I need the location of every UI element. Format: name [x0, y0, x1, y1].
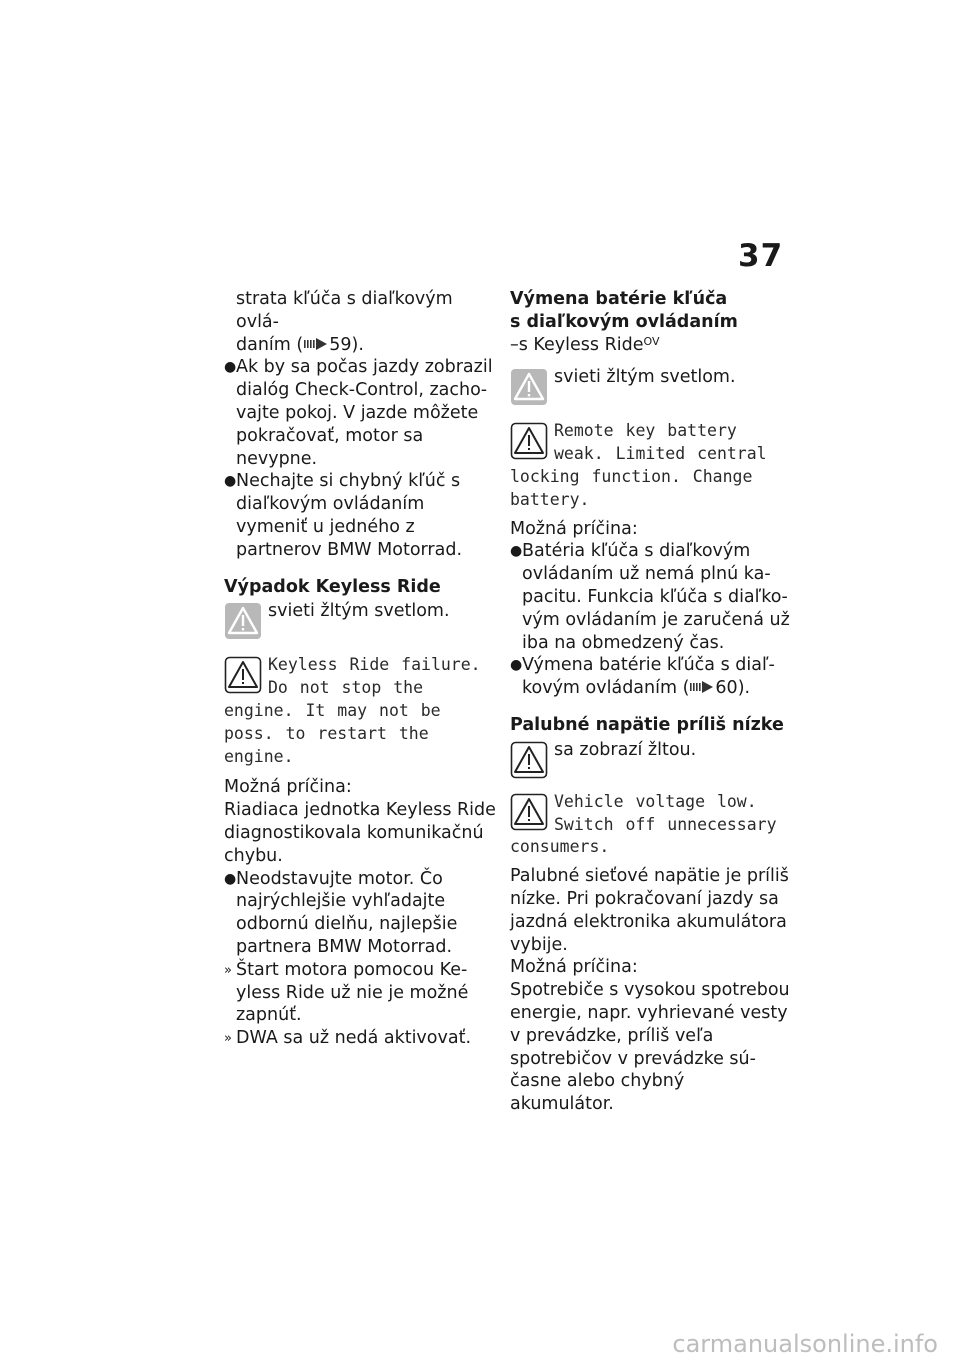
warning-triangle-outline-icon [510, 741, 548, 779]
warning-text: Vehicle voltage low. Switch off unnecessary consumers. [510, 791, 777, 857]
bullet-text: Nechajte si chybný kľúč s diaľkovým ovládaním vymeniť u jedného z partnerov BMW Motorrad. [236, 471, 463, 560]
warning-triangle-outline-icon [224, 656, 262, 694]
list-item [224, 356, 496, 470]
cause-label: Možná príčina: [224, 777, 352, 798]
lamp-text: svieti žltým svetlom. [268, 601, 450, 622]
section-heading-battery-line-1: Výmena batérie kľúča [510, 289, 728, 309]
warning-triangle-filled-icon [510, 368, 548, 406]
page-reference-arrow-icon[interactable] [303, 337, 329, 351]
right-column [510, 288, 790, 1116]
bullet-icon: ● [510, 543, 523, 560]
result-arrow-icon: » [224, 1031, 232, 1047]
warning-text: Remote key battery weak. Limited central locking function. Change battery. [510, 421, 767, 509]
bullet-text: Ak by sa počas jazdy zobrazil dialóg Check-Control, zachovajte pokoj. V jazde môžete pokračovať, motor sa nevypne. [236, 357, 493, 469]
section-heading-voltage: Palubné napätie príliš nízke [510, 714, 784, 735]
ref-page[interactable]: 60). [715, 678, 751, 699]
result-text: Štart motora pomocou Keyless Ride už nie je možné zapnúť. [236, 959, 469, 1026]
warning-message [224, 654, 496, 768]
bullet-icon: ● [224, 359, 237, 376]
result-arrow-icon: » [224, 962, 232, 978]
lamp-row [510, 366, 790, 412]
action-text: Neodstavujte motor. Čo najrýchlejšie vyhľadajte odbornú dielňu, najlepšie partnera BMW Motorrad. [236, 868, 458, 957]
result-item [224, 1027, 496, 1050]
section-heading-keyless-failure: Výpadok Keyless Ride [224, 576, 441, 597]
lamp-row [224, 600, 496, 646]
bullet-icon: ● [224, 870, 237, 887]
intro-line-2-text: daním ( [236, 334, 304, 355]
lamp-text: sa zobrazí žltou. [554, 739, 697, 760]
section-heading-battery-line-2: s diaľkovým ovládaním [510, 311, 738, 332]
result-item [224, 959, 496, 1027]
cause-text: Riadiaca jednotka Keyless Ride diagnostikovala komunikačnú chybu. [224, 800, 496, 866]
warning-triangle-filled-icon [224, 602, 262, 640]
list-item [224, 470, 496, 561]
cause-label: Možná príčina: [510, 957, 638, 978]
lamp-text: svieti žltým svetlom. [554, 367, 736, 388]
subheading [510, 334, 790, 357]
warning-triangle-outline-icon [510, 422, 548, 460]
lamp-row [510, 739, 790, 783]
warning-message [510, 791, 790, 859]
intro-page-ref[interactable]: 59). [329, 334, 364, 355]
result-text: DWA sa už nedá aktivovať. [236, 1028, 472, 1049]
list-item [510, 540, 790, 654]
bullet-icon: ● [510, 657, 523, 674]
subheading-text: –s Keyless Ride [510, 334, 644, 355]
ref-bullet-text: Výmena batérie kľúča s diaľkovým ovládaním ( [522, 655, 775, 699]
cause-text: Spotrebiče s vysokou spotrebou energie, napr. vyhrievané vesty v prevádzke, príliš veľa spotrebičov v prevádzke súčasne alebo chybný akumulátor. [510, 980, 790, 1115]
left-column [224, 288, 496, 1050]
warning-message [510, 420, 790, 511]
option-superscript: OV [643, 334, 660, 348]
list-item [510, 654, 790, 700]
watermark: carmanualsonline.info [672, 1330, 938, 1358]
page-reference-arrow-icon[interactable] [689, 680, 715, 694]
page-number: 37 [738, 238, 784, 274]
cause-label: Možná príčina: [510, 518, 638, 539]
intro-line-1: strata kľúča s diaľkovým ovlá- [236, 289, 453, 332]
warning-triangle-outline-icon [510, 793, 548, 831]
bullet-text: Batéria kľúča s diaľkovým ovládaním už nemá plnú kapacitu. Funkcia kľúča s diaľkovým ovládaním je zaručená už iba na obmedzený čas. [522, 541, 790, 653]
description-text: Palubné sieťové napätie je príliš nízke. Pri pokračovaní jazdy sa jazdná elektronika akumulátora vybije. [510, 866, 789, 955]
warning-text: Keyless Ride failure. Do not stop the engine. It may not be poss. to restart the engine. [224, 655, 481, 766]
list-item [224, 868, 496, 959]
intro-line-2 [224, 334, 496, 357]
bullet-icon: ● [224, 473, 237, 490]
